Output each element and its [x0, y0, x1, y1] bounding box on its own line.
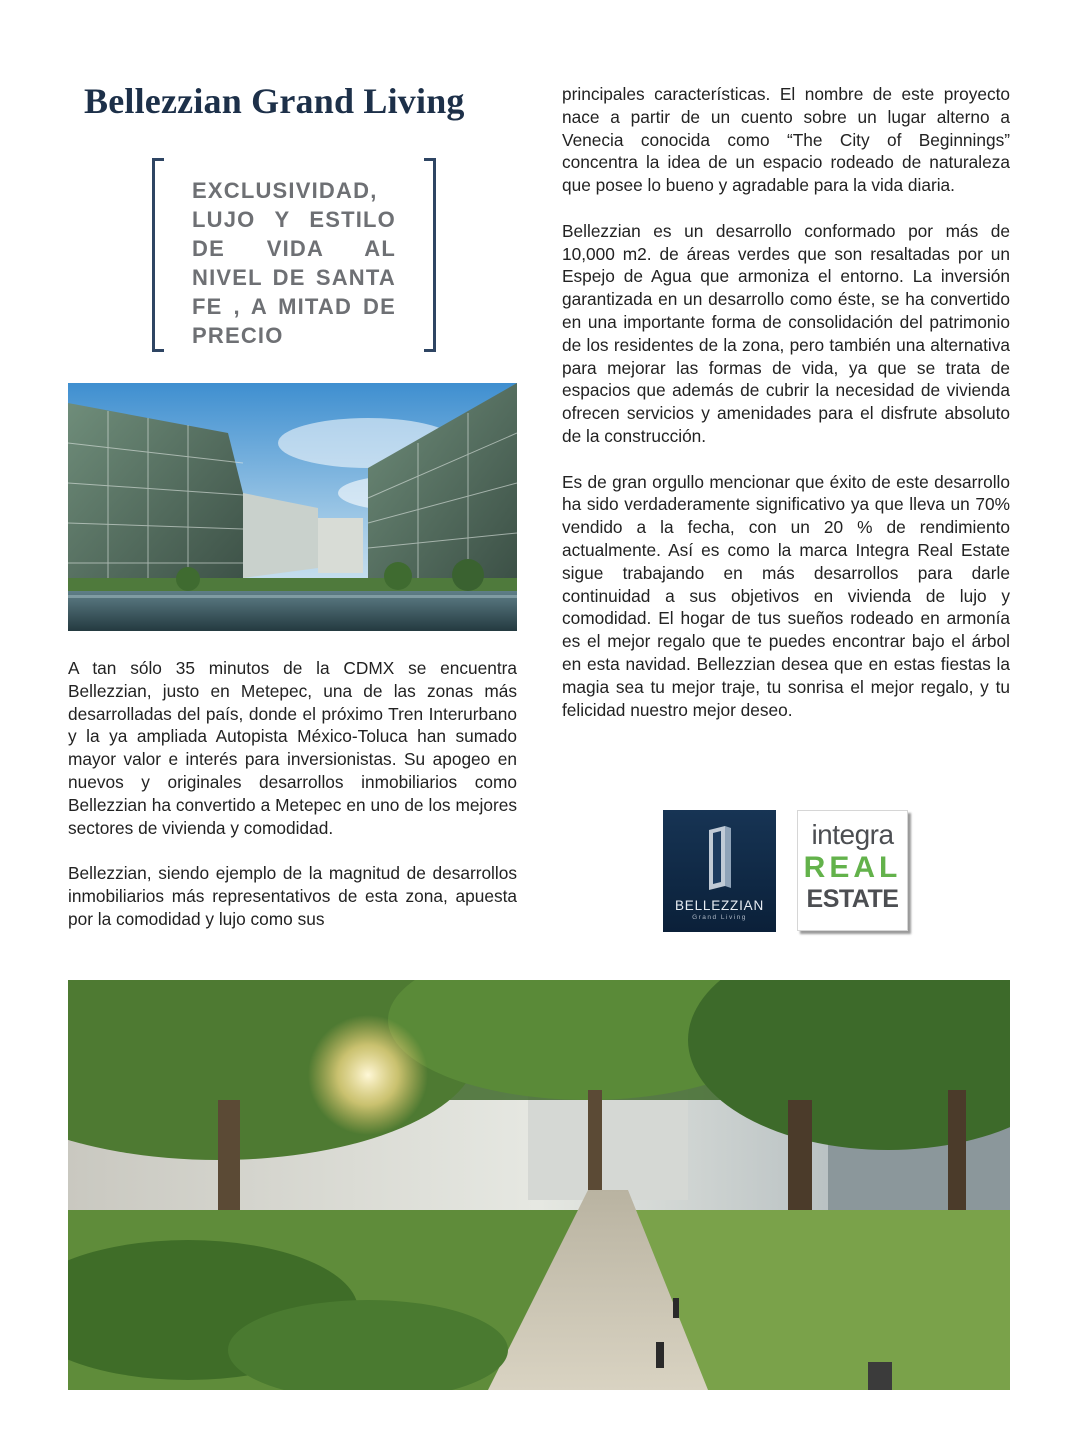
pull-quote-box — [152, 158, 436, 352]
paragraph: Bellezzian es un desarrollo conformado por más de 10,000 m2. de áreas verdes que son resaltadas por un Espejo de Agua que armoniza el entorno. La inversión garantizada en un desarrollo como éste, se ha convertido en una importante forma de consolidación del patrimonio de los residentes de la zona, pero también una alternativa para mejorar las formas de vida, ya que se trata de espacios que además de cubrir la necesidad de vivienda ofrecen servicios y amenidades para el disfrute absoluto de la construcción. — [562, 220, 1010, 446]
left-bracket — [152, 158, 164, 352]
integra-logo-line2: REAL — [803, 851, 902, 884]
pull-quote: EXCLUSIVIDAD, LUJO Y ESTILO DE VIDA AL NIVEL DE SANTA FE , A MITAD DE PRECIO — [192, 178, 396, 348]
integra-logo-line3: ESTATE — [806, 885, 899, 913]
right-bracket — [424, 158, 436, 352]
bellezzian-mark-icon — [707, 824, 733, 894]
paragraph: Bellezzian, siendo ejemplo de la magnitud de desarrollos inmobiliarios más representativos de esta zona, apuesta por la comodidad y lujo como sus — [68, 863, 517, 929]
article-title: Bellezzian Grand Living — [84, 81, 465, 121]
integra-logo-line1: integra — [811, 819, 894, 850]
paragraph: principales características. El nombre de este proyecto nace a partir de un cuento sobre un lugar alterno a Venecia conocida como “The City of Beginnings” concentra la idea de un espacio rodeado de naturaleza que posee lo bueno y agradable para la vida diaria. — [562, 84, 1010, 196]
bellezzian-logo — [663, 810, 776, 932]
paragraph: Es de gran orgullo mencionar que éxito de este desarrollo ha sido verdaderamente significativo ya que lleva un 70% vendido a la fecha, con un 20 % de rendimiento actualmente. Así es como la marca Integra Real Estate sigue trabajando en más desarrollos para darle continuidad a sus objetivos en vivienda de lujo y comodidad. El hogar de tus sueños rodeado en armonía es el mejor regalo que te puedes encontrar bajo el árbol en esta navidad. Bellezzian desea que en estas fiestas la magia sea tu mejor traje, tu sonrisa el mejor regalo, y tu felicidad nuestro mejor deseo. — [562, 471, 1010, 720]
right-column-text — [562, 83, 1010, 744]
bellezzian-logo-name: BELLEZZIAN — [674, 898, 765, 913]
integra-real-estate-logo — [797, 810, 908, 931]
bellezzian-logo-tagline: Grand Living — [692, 914, 747, 921]
park-image — [68, 980, 1010, 1390]
left-column-text — [68, 657, 517, 953]
paragraph: A tan sólo 35 minutos de la CDMX se encuentra Bellezzian, justo en Metepec, una de las zonas más desarrolladas del país, donde el próximo Tren Interurbano y la ya ampliada Autopista México-Toluca han sumado mayor valor e interés para inversionistas. Su apogeo en nuevos y originales desarrollos inmobiliarios como Bellezzian ha convertido a Metepec en uno de los mejores sectores de vivienda y comodidad. — [68, 658, 517, 838]
buildings-image — [68, 383, 517, 631]
